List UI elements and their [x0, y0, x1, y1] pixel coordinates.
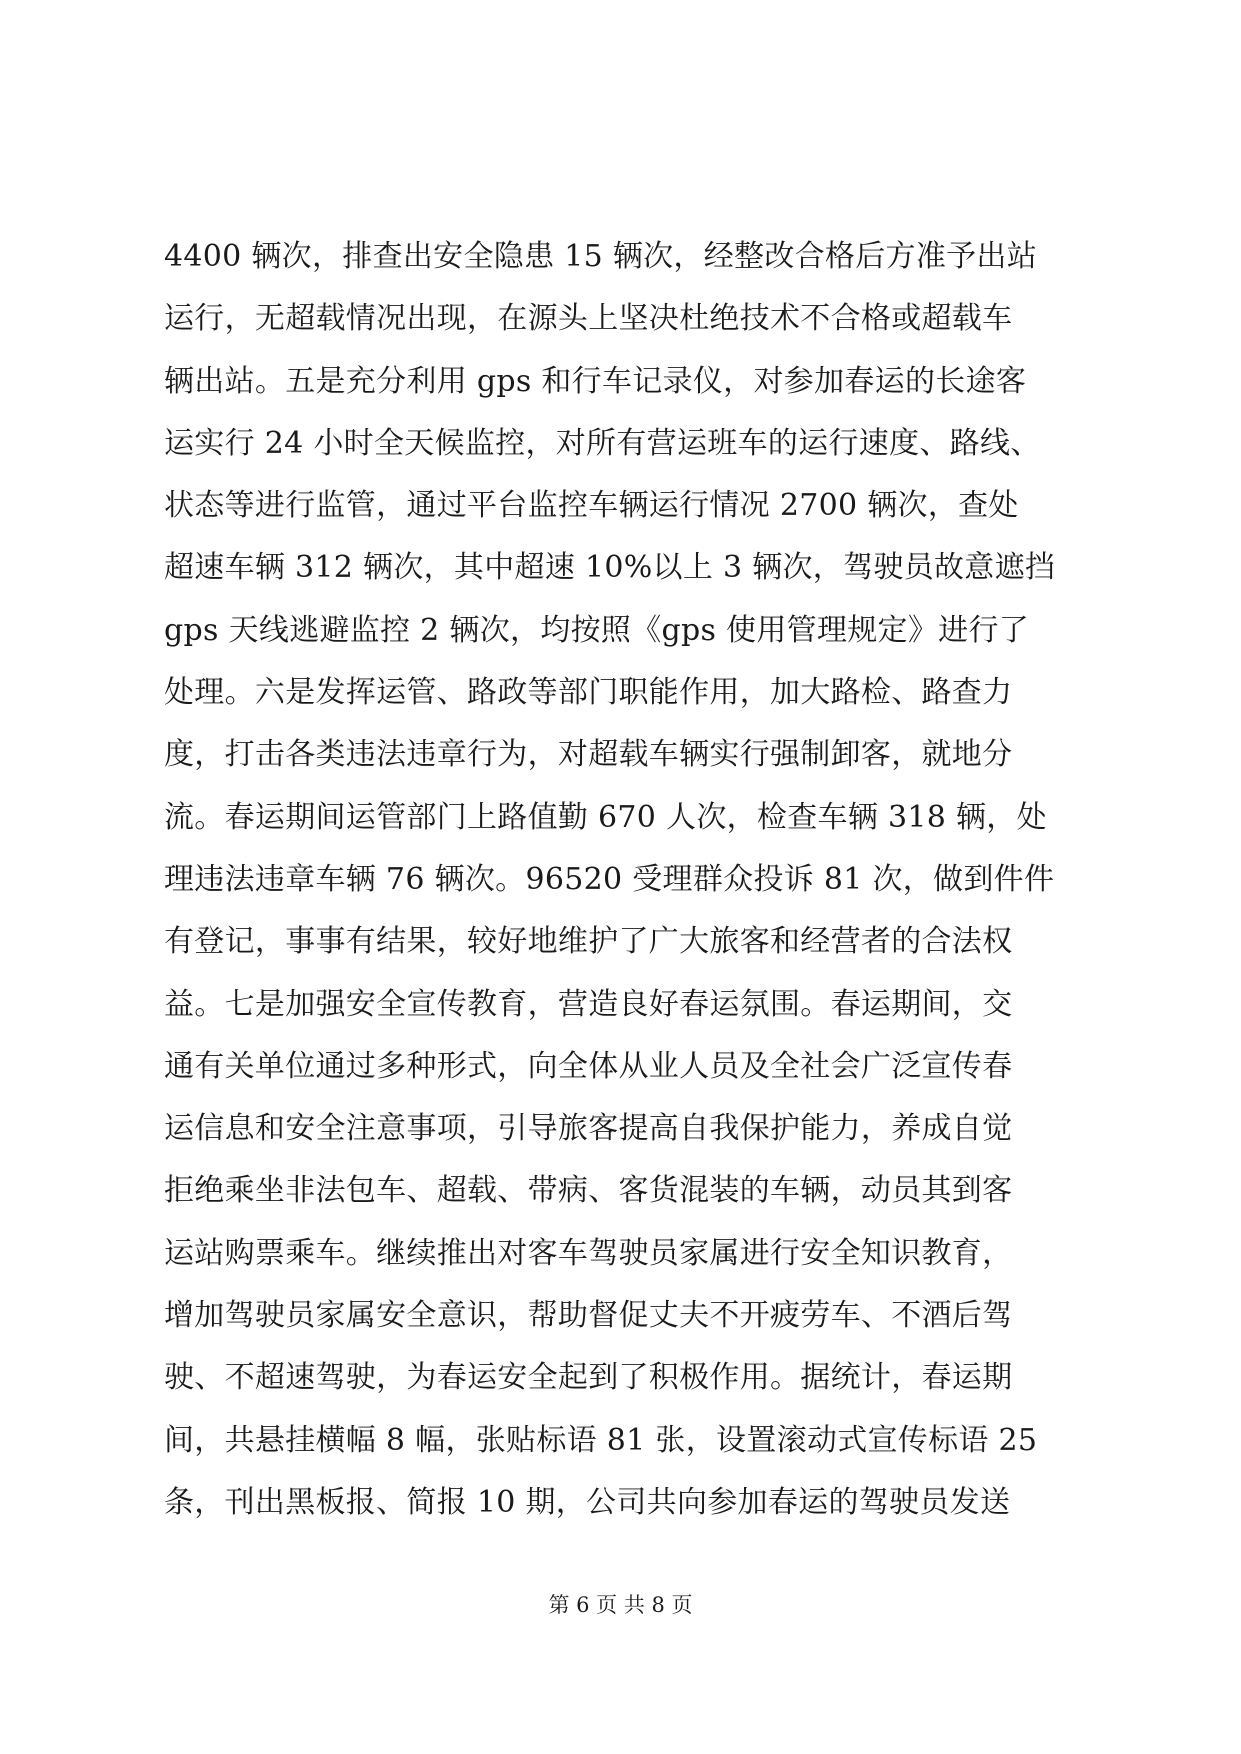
page-number-footer: 第 6 页 共 8 页 [548, 1593, 693, 1617]
text-line: 间，共悬挂横幅 8 幅，张贴标语 81 张，设置滚动式宣传标语 25 [164, 1422, 1038, 1458]
text-line: 通有关单位通过多种形式，向全体从业人员及全社会广泛宣传春 [164, 1048, 1013, 1084]
text-line: 处理。六是发挥运管、路政等部门职能作用，加大路检、路查力 [164, 675, 1013, 711]
body-paragraph [164, 226, 1094, 1534]
text-line: 状态等进行监管，通过平台监控车辆运行情况 2700 辆次，查处 [164, 488, 1019, 524]
text-line: 运站购票乘车。继续推出对客车驾驶员家属进行安全知识教育， [164, 1235, 1013, 1271]
text-line: 条，刊出黑板报、简报 10 期，公司共向参加春运的驾驶员发送 [164, 1484, 1011, 1520]
text-line: 运信息和安全注意事项，引导旅客提高自我保护能力，养成自觉 [164, 1111, 1013, 1147]
text-line: 增加驾驶员家属安全意识，帮助督促丈夫不开疲劳车、不酒后驾 [164, 1298, 1013, 1334]
text-line: 有登记，事事有结果，较好地维护了广大旅客和经营者的合法权 [164, 924, 1013, 960]
text-line: 理违法违章车辆 76 辆次。96520 受理群众投诉 81 次，做到件件 [164, 861, 1055, 897]
text-line: 运实行 24 小时全天候监控，对所有营运班车的运行速度、路线、 [164, 425, 1041, 461]
text-line: 流。春运期间运管部门上路值勤 670 人次，检查车辆 318 辆，处 [164, 799, 1047, 835]
text-line: 度，打击各类违法违章行为，对超载车辆实行强制卸客，就地分 [164, 737, 1013, 773]
text-line: 超速车辆 312 辆次，其中超速 10%以上 3 辆次，驾驶员故意遮挡 [164, 550, 1056, 586]
text-line: gps 天线逃避监控 2 辆次，均按照《gps 使用管理规定》进行了 [164, 612, 1030, 648]
text-line: 拒绝乘坐非法包车、超载、带病、客货混装的车辆，动员其到客 [164, 1173, 1013, 1209]
text-line: 益。七是加强安全宣传教育，营造良好春运氛围。春运期间，交 [164, 986, 1013, 1022]
text-line: 驶、不超速驾驶，为春运安全起到了积极作用。据统计，春运期 [164, 1360, 1013, 1396]
text-line: 4400 辆次，排查出安全隐患 15 辆次，经整改合格后方准予出站 [164, 239, 1038, 274]
text-line: 运行，无超载情况出现，在源头上坚决杜绝技术不合格或超载车 [164, 301, 1013, 337]
text-line: 辆出站。五是充分利用 gps 和行车记录仪，对参加春运的长途客 [164, 363, 1027, 399]
